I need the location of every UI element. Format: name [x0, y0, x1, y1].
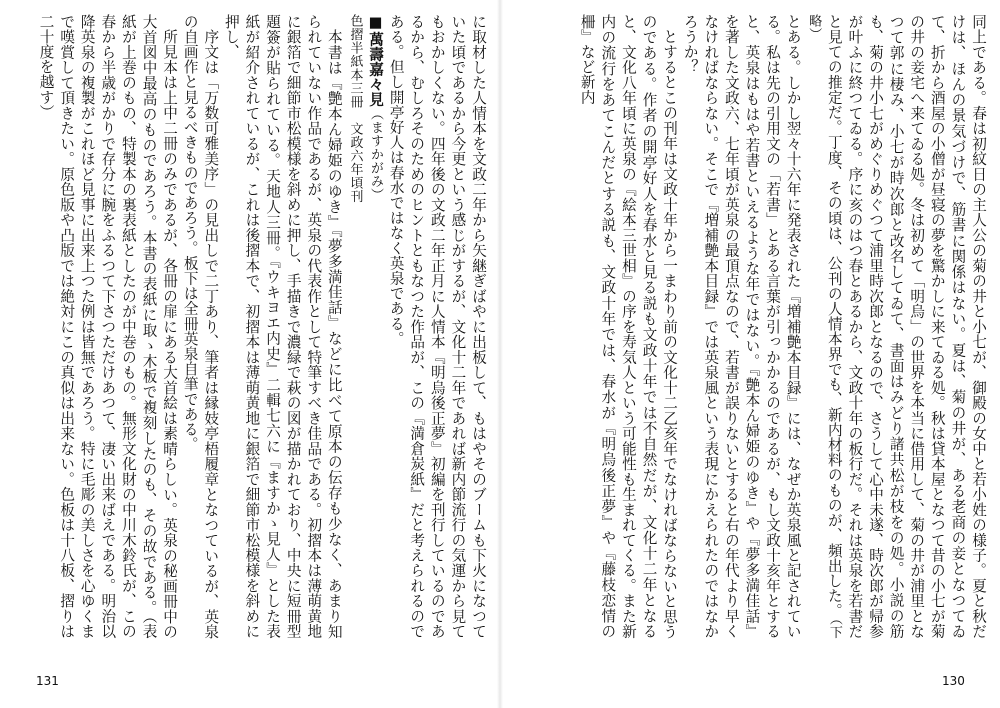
right-paragraph-3: とするとこの刊年は文政十年から一まわり前の文化十二乙亥年でなければならないと思うのである。作者の開亭好人を春水と見る説も文政十年では不自然だが、文化十二年となると、文化八年頃に英泉の『絵本三世相』の序を寿気人という可能性も生まれてくる。また新内の流行をあてこんだとする説も、文政十年では、春水が『明烏後正夢』や『藤枝恋情の柵』など新内: [578, 14, 679, 639]
left-paragraph-2: 本書は『艶本ん婦姫のゆき』『夢多満佳話』などに比べて原本の伝存も少なく、あまり知られていない作品であるが、英泉の代表作として特筆すべき佳品である。初摺本は薄萌黄地に銀箔で細節市松模様を斜めに押し、手描きで濃緑で萩の図が描かれており、中央に短冊型題簽が貼られている。天地人三冊。『ウキヨエ内史』二輯七六に『ますかゝ見人』とした表紙が紹介されているが、これは後摺本で、初摺本は薄萌黄地に銀箔で細節市松模様を斜めに押し、: [222, 14, 343, 639]
right-page-text: [510, 14, 988, 639]
right-paragraph-1: [803, 14, 988, 639]
left-paragraph-1: に取材した人情本を文政二年から矢継ぎばやに出板して、もはやそのブームも下火になつていた頃であるから今更という感じがするが、文化十二年であれば新内節流行の気運から見てもおかしくない。四年後の文政二年正月に人情本『明烏後正夢』初編を刊行しているのであるから、むしろそのためのヒントともなつた作品が、この『満倉炭紙』だと考えられるのである。但し開亭好人は春水ではなく英泉である。: [387, 14, 487, 639]
right-page-number: 130: [942, 674, 965, 688]
right-paragraph-2: とある。しかし翌々十六年に発表された『増補艶本目録』には、なぜか英泉風と記されている。私は先の引用文の「若書」とある言葉が引っかかるのであるが、もし文政十亥年とすると、英泉はもはや若書といえるような年ではない。『艶本ん婦姫のゆき』や『夢多満佳話』を著した文政六、七年頃が英泉の最頂点なので、若書が誤りないとすると右の年代より早くなければならない。そこで『増補艶本目録』では英泉風という表現にかえられたのではなかろうか？: [681, 14, 802, 639]
section-heading: [364, 14, 385, 639]
right-page: [500, 0, 1000, 708]
left-page-text: [12, 14, 488, 639]
right-paragraph-1-text: 同上である。春は初紋日の主人公の菊の井と小七が、御殿の女中と若小姓の様子。夏と秋だけは、ほんの景気づけで、筋書に関係はない。夏は、菊の井が、ある老商の妾となつてゐて、折から酒屋の小僧が昼寝の夢を驚かしに来てゐる処。秋は貸本屋となつて昔の小七が菊の井の妾宅へ来てゐる処。冬は初めて「明烏」の世界を本当に借用して、菊の井が浦里となつて郭に棲み、小七が時次郎と改名してゐて、書面はみどり諸共松が枝をの処。小説の筋も、菊の井小七がめぐりめぐつて浦里時次郎となるので、さうして心中未遂、時次郎が帰参が叶ふに終つてゐる。序に亥のはつ春とあるから、文政十年の板行だ。それは英泉を若書だと見ての推定だ。丁度、その頃は、公刊の人情本界でも、新内材料のものが、頻出した。: [825, 14, 987, 639]
section-heading-reading: （ますかがみ）: [368, 107, 384, 202]
section-heading-title: ■萬壽嘉々見: [367, 14, 385, 107]
left-paragraph-3: 序文は「万数可雅美序」の見出しで二丁あり、筆者は縁妓亭梧履章となつているが、英泉の自画作と見るべきものであろう。板下は全冊英泉自筆である。: [181, 14, 220, 639]
omission-note: （下略）: [806, 14, 842, 639]
left-paragraph-4: 所見本は上中二冊のみであるが、各冊の扉にある大首絵は素晴らしい。英泉の秘画冊中の大首図中最高のものであろう。本書の表紙に取ゝ木板で複刻したのも、その故である。（表紙が上巻のもの、特製本の裏表紙としたのが中巻のもの。無形文化財の中川木鈴氏が、この春から半歳がかりで存分に腕をふるつて下さつただけあつて、凄い出来ばえである。明治以降英泉の複製がこれほど見事に出来上つた例は皆無であろう。特に毛彫の美しさを心ゆくまで嘆賞して頂きたい。原色版や凸版では絶対にこの真似は出来ない。色板は十八板、摺りは二十度を越す）: [37, 14, 179, 639]
left-page-number: 131: [36, 674, 59, 688]
section-heading-meta: 色摺半紙本三冊 文政六年頃刊: [347, 14, 363, 203]
